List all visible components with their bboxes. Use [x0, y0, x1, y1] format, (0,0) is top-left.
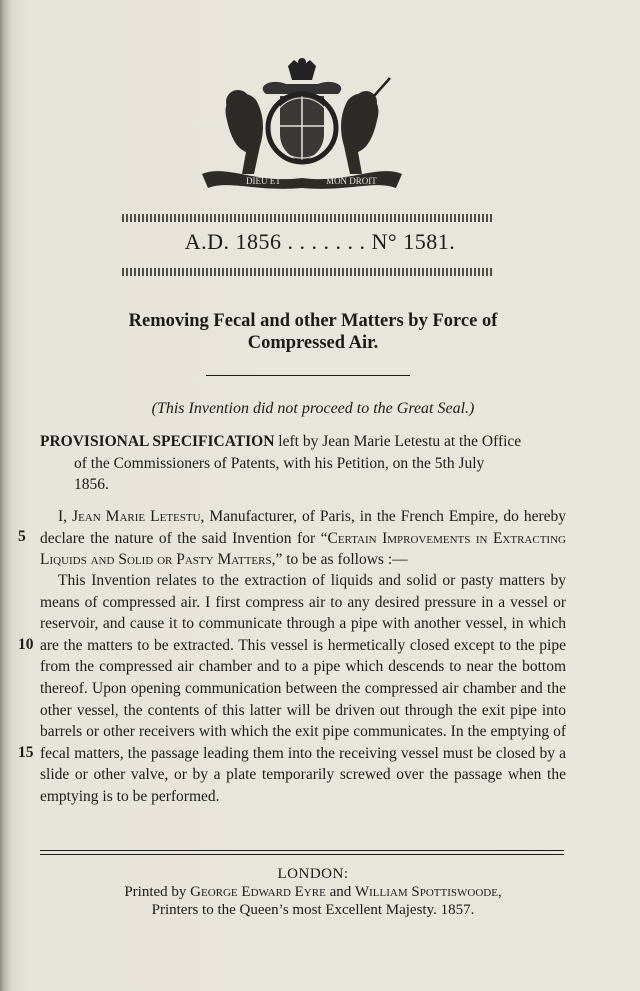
title-line-2: Compressed Air. — [247, 333, 379, 353]
title-divider — [206, 375, 410, 376]
provisional-label: PROVISIONAL SPECIFICATION — [40, 433, 275, 450]
footer-double-rule — [40, 850, 564, 855]
ad-number-line: A.D. 1856 . . . . . . . N° 1581. — [184, 229, 456, 254]
title-line-1: Removing Fecal and other Matters by Force of — [128, 311, 498, 331]
printer-imprint — [40, 865, 586, 919]
svg-text:MON DROIT: MON DROIT — [326, 176, 377, 186]
seal-note: (This Invention did not proceed to the Great Seal.) — [151, 400, 475, 417]
declaration-paragraph: I, Jean Marie Letestu, Manufacturer, of Paris, in the French Empire, do hereby declare the nature of the said Invention for “Certain Improvements in Extracting Liquids and Solid or Pasty Matters,” to be as follows :— — [40, 508, 566, 569]
invention-title: Certain Improvements in Extracting Liquids and Solid or Pasty Matters — [40, 529, 566, 569]
imprint-city: LONDON: — [277, 866, 349, 882]
line-number: 15 — [18, 744, 34, 761]
provisional-line-3: 1856. — [74, 476, 109, 494]
royal-coat-of-arms-icon — [196, 56, 408, 192]
patent-title — [40, 310, 586, 354]
bottom-ornamental-rule — [122, 268, 492, 276]
line-number: 10 — [18, 636, 34, 653]
description-paragraph: This Invention relates to the extraction of liquids and solid or pasty matters by means of compressed air. I first compress air to any desired pressure in a vessel or reservoir, and cause it to communicate through a pipe with another vessel, in which are the matters to be extracted. This vessel is hermetically closed except to the pipe from the compressed air chamber and to a pipe which descends to near the bottom thereof. Upon opening communication between the compressed air chamber and the other vessel, the contents of this latter will be driven out through the exit pipe into barrels or other receivers with which the exit pipe communicates. In the emptying of fecal matters, the passage leading them into the receiving vessel must be closed by a slide or other valve, or by a plate temporarily screwed over the passage when the emptying is to be performed. — [40, 572, 566, 805]
imprint-printers: Printed by George Edward Eyre and William Spottiswoode, — [124, 884, 502, 900]
line-number: 5 — [18, 528, 26, 545]
provisional-line-2: of the Commissioners of Patents, with his Petition, on the 5th July — [74, 454, 485, 472]
svg-text:DIEU ET: DIEU ET — [246, 176, 281, 186]
imprint-line-3: Printers to the Queen’s most Excellent Majesty. 1857. — [151, 902, 475, 918]
top-ornamental-rule — [122, 214, 492, 222]
provisional-specification — [40, 431, 566, 496]
inventor-name: Jean Marie Letestu — [72, 508, 201, 525]
provisional-rest: left by Jean Marie Letestu at the Office — [274, 433, 522, 450]
